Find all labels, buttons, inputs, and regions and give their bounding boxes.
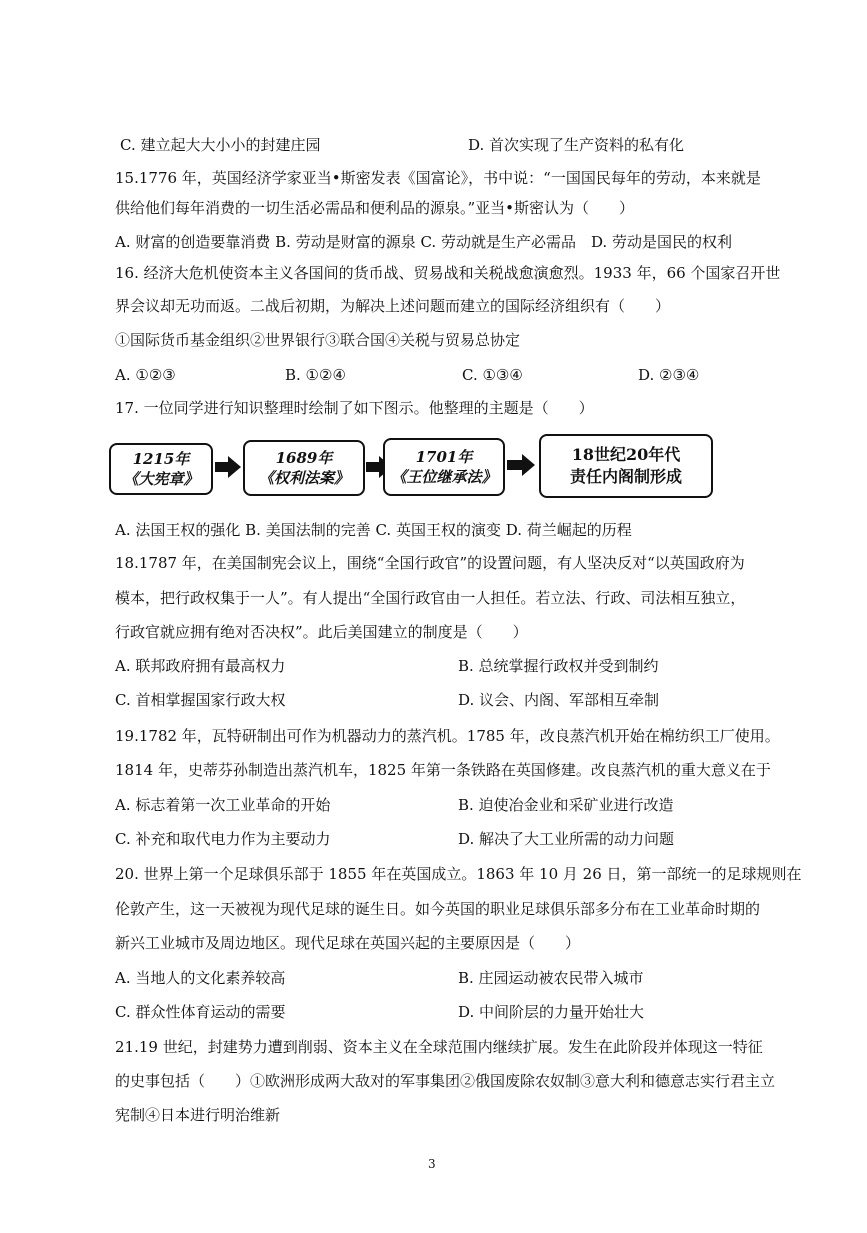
q18-option-b: B. 总统掌握行政权并受到制约 bbox=[458, 657, 659, 675]
q18-option-d: D. 议会、内阁、军部相互牵制 bbox=[458, 691, 660, 709]
q18-stem-line1: 18.1787 年，在美国制宪会议上，围绕“全国行政官”的设置问题，有人坚决反对“以英国政府为 bbox=[115, 554, 745, 572]
page-number: 3 bbox=[428, 1157, 436, 1171]
q21-stem-line1: 21.19 世纪，封建势力遭到削弱、资本主义在全球范围内继续扩展。发生在此阶段并体现这一特征 bbox=[115, 1038, 763, 1056]
q19-option-b: B. 迫使冶金业和采矿业进行改造 bbox=[458, 796, 674, 814]
q21-stem-line3: 宪制④日本进行明治维新 bbox=[115, 1106, 281, 1124]
q20-option-c: C. 群众性体育运动的需要 bbox=[115, 1003, 286, 1021]
q20-option-b: B. 庄园运动被农民带入城市 bbox=[458, 969, 644, 987]
q15-stem-line2: 供给他们每年消费的一切生活必需品和便利品的源泉。”亚当•斯密认为（ ） bbox=[115, 199, 635, 217]
q17-timeline-diagram bbox=[105, 434, 715, 498]
q20-option-d: D. 中间阶层的力量开始壮大 bbox=[458, 1003, 645, 1021]
q20-option-a: A. 当地人的文化素养较高 bbox=[115, 969, 286, 987]
timeline-box-2-title: 《权利法案》 bbox=[258, 469, 349, 487]
q16-stem-line1: 16. 经济大危机使资本主义各国间的货币战、贸易战和关税战愈演愈烈。1933 年，66 个国家召开世 bbox=[115, 264, 781, 282]
q15-stem-line1: 15.1776 年，英国经济学家亚当•斯密发表《国富论》，书中说：“一国国民每年的劳动，本来就是 bbox=[115, 169, 761, 187]
q14-option-d: D. 首次实现了生产资料的私有化 bbox=[468, 136, 685, 154]
q16-items: ①国际货币基金组织②世界银行③联合国④关税与贸易总协定 bbox=[115, 331, 521, 349]
timeline-box-4 bbox=[539, 434, 713, 498]
timeline-box-2 bbox=[243, 440, 365, 496]
timeline-box-3-title: 《王位继承法》 bbox=[391, 468, 497, 486]
timeline-box-4-year: 18世纪20年代 bbox=[571, 445, 681, 464]
q20-stem-line3: 新兴工业城市及周边地区。现代足球在英国兴起的主要原因是（ ） bbox=[115, 934, 581, 952]
q18-option-a: A. 联邦政府拥有最高权力 bbox=[115, 657, 286, 675]
q16-option-a: A. ①②③ bbox=[115, 366, 176, 384]
timeline-box-4-title: 责任内阁制形成 bbox=[569, 467, 682, 486]
q19-stem-line2: 1814 年，史蒂芬孙制造出蒸汽机车，1825 年第一条铁路在英国修建。改良蒸汽机的重大意义在于 bbox=[115, 761, 771, 779]
q16-option-b: B. ①②④ bbox=[285, 366, 346, 384]
q16-stem-line2: 界会议却无功而返。二战后初期，为解决上述问题而建立的国际经济组织有（ ） bbox=[115, 297, 671, 315]
q15-options: A. 财富的创造要靠消费 B. 劳动是财富的源泉 C. 劳动就是生产必需品 D. 劳动是国民的权利 bbox=[115, 233, 732, 251]
timeline-box-2-year: 1689年 bbox=[275, 449, 333, 467]
q14-option-c: C. 建立起大大小小的封建庄园 bbox=[120, 136, 321, 154]
timeline-box-1-title: 《大宪章》 bbox=[123, 470, 199, 488]
q19-stem-line1: 19.1782 年，瓦特研制出可作为机器动力的蒸汽机。1785 年，改良蒸汽机开始在棉纺织工厂使用。 bbox=[115, 727, 780, 745]
q18-stem-line3: 行政官就应拥有绝对否决权”。此后美国建立的制度是（ ） bbox=[115, 623, 528, 641]
timeline-box-1 bbox=[109, 443, 213, 495]
q19-option-c: C. 补充和取代电力作为主要动力 bbox=[115, 830, 331, 848]
q16-option-c: C. ①③④ bbox=[462, 366, 523, 384]
q21-stem-line2: 的史事包括（ ）①欧洲形成两大敌对的军事集团②俄国废除农奴制③意大利和德意志实行君主立 bbox=[115, 1072, 776, 1090]
q17-stem: 17. 一位同学进行知识整理时绘制了如下图示。他整理的主题是（ ） bbox=[115, 399, 594, 417]
timeline-box-3-year: 1701年 bbox=[415, 448, 473, 466]
q19-option-a: A. 标志着第一次工业革命的开始 bbox=[115, 796, 331, 814]
q20-stem-line1: 20. 世界上第一个足球俱乐部于 1855 年在英国成立。1863 年 10 月 26 日，第一部统一的足球规则在 bbox=[115, 865, 802, 883]
timeline-box-1-year: 1215年 bbox=[132, 450, 190, 468]
q18-option-c: C. 首相掌握国家行政大权 bbox=[115, 691, 286, 709]
q17-options: A. 法国王权的强化 B. 美国法制的完善 C. 英国王权的演变 D. 荷兰崛起的历程 bbox=[115, 521, 632, 539]
q19-option-d: D. 解决了大工业所需的动力问题 bbox=[458, 830, 675, 848]
q18-stem-line2: 模本，把行政权集于一人”。有人提出“全国行政官由一人担任。若立法、行政、司法相互独立， bbox=[115, 589, 746, 607]
q16-option-d: D. ②③④ bbox=[638, 366, 700, 384]
q20-stem-line2: 伦敦产生，这一天被视为现代足球的诞生日。如今英国的职业足球俱乐部多分布在工业革命时期的 bbox=[115, 900, 761, 918]
timeline-box-3 bbox=[383, 438, 505, 496]
